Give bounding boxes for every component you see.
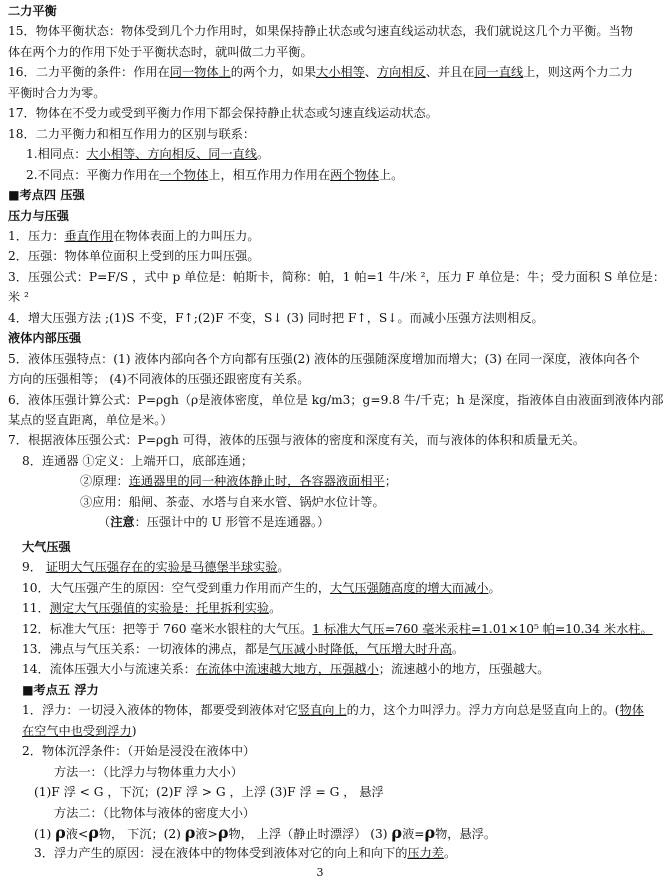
text-run: ρ xyxy=(55,823,66,842)
underlined-text: 物体 xyxy=(619,703,644,718)
text-run: ；流速越小的地方，压强越大。 xyxy=(378,662,550,677)
text-line xyxy=(8,471,632,491)
text-run: 平衡时合力为零。 xyxy=(8,85,106,100)
text-run: 上，相互作用力作用在 xyxy=(208,167,331,182)
text-run: 1．压力： xyxy=(8,228,65,243)
text-run: 。 xyxy=(269,601,282,616)
text-line xyxy=(8,165,632,185)
text-run: 注意 xyxy=(110,515,135,530)
text-run: 11． xyxy=(22,601,50,616)
text-run: 17．物体在不受力或受到平衡力作用下都会保持静止状态或匀速直线运动状态。 xyxy=(8,106,438,121)
text-run: 。 xyxy=(443,846,457,861)
text-run: 5．液体压强特点：(1) 液体内部向各个方向都有压强(2) 液体的压强随深度增加而增大；(3) 在同一深度，液体向各个 xyxy=(8,351,640,366)
text-line xyxy=(8,823,632,843)
text-run: 体在两个力的作用下处于平衡状态时，就叫做二力平衡。 xyxy=(8,44,313,59)
text-run: 9． xyxy=(22,560,46,575)
text-line xyxy=(8,619,653,639)
text-line xyxy=(8,42,632,62)
text-run: ②原理： xyxy=(80,474,129,489)
underlined-text: 同一物体上 xyxy=(169,65,231,80)
underlined-text: 同一直线 xyxy=(474,65,524,80)
text-run: 方法一：（比浮力与物体重力大小） xyxy=(54,764,243,779)
text-run: 物， 下沉；(2) xyxy=(98,827,185,841)
text-run: 15．物体平衡状态：物体受到几个力作用时，如果保持静止状态或匀速直线运动状态，我们就说这几个力平衡。当物 xyxy=(8,24,633,39)
text-run: 某点的竖直距离，单位是米。） xyxy=(8,413,173,427)
text-run: 上，则这两个力二力 xyxy=(523,65,633,80)
text-run: 方向的压强相等； (4)不同液体的压强还跟密度有关系。 xyxy=(8,372,310,387)
text-run: 。 xyxy=(277,560,290,575)
text-line xyxy=(8,226,632,246)
text-line xyxy=(8,144,632,164)
text-line xyxy=(8,206,632,226)
text-run: ρ xyxy=(217,823,229,842)
underlined-text: 气压减小时降低，气压增大时升高 xyxy=(269,641,452,656)
text-run: 2.不同点：平衡力作用在 xyxy=(26,167,160,182)
text-line xyxy=(8,721,632,741)
text-run: 1．浮力：一切浸入液体的物体，都要受到液体对它 xyxy=(22,703,298,718)
text-run: 4．增大压强方法 ;(1)S 不变，F↑;(2)F 不变，S↓ (3) 同时把 F↑，S↓。而减小压强方法则相反。 xyxy=(8,310,544,325)
text-line xyxy=(8,103,632,123)
text-run: 的力，这个力叫浮力。浮力方向总是竖直向上的。( xyxy=(346,703,620,718)
text-run: ③应用：船闸、茶壶、水塔与自来水管、锅炉水位计等。 xyxy=(80,494,385,509)
underlined-text: 方向相反 xyxy=(376,65,426,80)
text-line xyxy=(8,578,632,598)
page-number: 3 xyxy=(316,866,324,879)
text-run: 12．标准大气压：把等于 760 毫米水银柱的大气压。 xyxy=(22,621,313,636)
text-line xyxy=(8,680,632,700)
text-line xyxy=(8,659,632,679)
text-run: 物， 上浮（静止时漂浮） (3) xyxy=(228,827,392,841)
text-run: 的两个力，如果 xyxy=(230,65,317,80)
text-run: 二力平衡 xyxy=(8,4,57,18)
text-line xyxy=(8,369,632,389)
text-line xyxy=(8,83,632,103)
text-line xyxy=(8,62,632,82)
underlined-text: 压力差 xyxy=(407,846,444,861)
text-run: 3．压强公式：P=F/S ，式中 p 单位是：帕斯卡，简称：帕，1 帕=1 牛/米 ²，压力 F 单位是：牛；受力面积 S 单位是： xyxy=(8,269,665,284)
text-line xyxy=(8,843,632,863)
text-run: ) xyxy=(131,723,137,738)
underlined-text: 大小相等、方向相反、同一直线 xyxy=(86,147,258,162)
underlined-text: 大小相等 xyxy=(316,65,365,80)
text-line xyxy=(8,451,632,471)
text-run: 13．沸点与气压关系：一切液体的沸点，都是 xyxy=(22,641,270,656)
text-line xyxy=(8,803,632,823)
text-line xyxy=(8,762,632,782)
text-line xyxy=(8,21,632,41)
underlined-text: 证明大气压强存在的实验是马德堡半球实验 xyxy=(45,560,278,575)
text-run: ■考点四 压强 xyxy=(8,188,85,203)
text-line xyxy=(8,700,644,720)
text-run: 。 xyxy=(488,580,501,595)
underlined-text: 两个物体 xyxy=(330,167,379,182)
text-line xyxy=(8,410,632,430)
text-run: 大气压强 xyxy=(22,539,71,554)
text-run: 液= xyxy=(402,827,425,841)
text-line xyxy=(8,124,632,144)
text-run: 2．压强：物体单位面积上受到的压力叫压强。 xyxy=(8,249,260,264)
underlined-text: 连通器里的同一种液体静止时，各容器液面相平 xyxy=(128,474,385,489)
text-run: ρ xyxy=(88,823,99,842)
text-line xyxy=(8,390,664,410)
text-line xyxy=(8,246,632,266)
text-line xyxy=(8,598,632,618)
text-run: 6．液体压强计算公式：P=ρgh（ρ是液体密度，单位是 kg/m3；g=9.8 牛/千克；h 是深度，指液体自由液面到液体内部 xyxy=(8,392,664,407)
text-line xyxy=(8,308,632,328)
text-run: 上。 xyxy=(378,167,404,182)
text-run: 、并且在 xyxy=(425,65,475,80)
text-line xyxy=(8,287,632,307)
underlined-text: 竖直向上 xyxy=(297,703,347,718)
text-line xyxy=(8,267,665,287)
text-run: (1) xyxy=(34,827,56,841)
text-run: 液> xyxy=(195,827,218,841)
text-run: 7．根据液体压强公式：P=ρgh 可得，液体的压强与液体的密度和深度有关，而与液体的体积和质量无关。 xyxy=(8,433,585,448)
text-run: 2．物体沉浮条件：（开始是浸没在液体中） xyxy=(22,744,256,759)
text-run: 液体内部压强 xyxy=(8,331,82,346)
text-run: ； xyxy=(384,474,397,489)
underlined-text: 测定大气压强值的实验是：托里拆利实验 xyxy=(49,601,270,616)
text-run: (1)F 浮 < G ，下沉；(2)F 浮 > G ，上浮 (3)F 浮 = G ， 悬浮 xyxy=(34,785,384,800)
text-line xyxy=(8,349,640,369)
text-run: 、 xyxy=(364,65,377,80)
text-line xyxy=(8,1,632,21)
text-run: 在物体表面上的力叫压力。 xyxy=(113,228,260,243)
underlined-text: 一个物体 xyxy=(159,167,209,182)
text-line xyxy=(8,537,632,557)
text-run: 液< xyxy=(65,827,89,841)
text-run: 14．流体压强大小与流速关系： xyxy=(22,662,196,677)
text-run: 。 xyxy=(257,147,270,162)
text-line xyxy=(8,512,632,532)
text-run: 16．二力平衡的条件：作用在 xyxy=(8,65,170,80)
text-line xyxy=(8,557,632,577)
text-run: （ xyxy=(98,515,111,530)
text-run: 压力与压强 xyxy=(8,208,69,223)
underlined-text: 在空气中也受到浮力 xyxy=(22,723,132,738)
underlined-text: 大气压强随高度的增大而减小 xyxy=(330,580,489,595)
text-line xyxy=(8,782,632,802)
text-run: ρ xyxy=(424,823,436,842)
text-line xyxy=(8,185,632,205)
text-run: ■考点五 浮力 xyxy=(22,682,99,697)
text-run: ：压强计中的 U 形管不是连通器。） xyxy=(134,515,330,530)
text-line xyxy=(8,328,632,348)
underlined-text: 1 标准大气压=760 毫米汞柱=1.01×10⁵ 帕=10.34 米水柱。 xyxy=(312,621,653,636)
text-line xyxy=(8,430,632,450)
text-run: 1.相同点： xyxy=(26,147,87,162)
text-line xyxy=(8,741,632,761)
text-run: ρ xyxy=(184,823,196,842)
text-run: 。 xyxy=(451,641,465,656)
text-line xyxy=(8,639,632,659)
text-run: 米 ² xyxy=(8,290,29,305)
text-run: 8．连通器 ①定义：上端开口，底部连通； xyxy=(22,453,254,468)
text-run: 10．大气压强产生的原因：空气受到重力作用而产生的， xyxy=(22,580,331,595)
text-run: 物，悬浮。 xyxy=(435,827,497,841)
underlined-text: 垂直作用 xyxy=(64,228,114,243)
text-line xyxy=(8,492,632,512)
underlined-text: 在流体中流速越大地方，压强越小 xyxy=(195,662,379,677)
text-run: ρ xyxy=(391,823,403,842)
text-run: 3．浮力产生的原因：浸在液体中的物体受到液体对它的向上和向下的 xyxy=(34,846,408,861)
text-run: 方法二：（比物体与液体的密度大小） xyxy=(54,805,256,820)
text-run: 18．二力平衡力和相互作用力的区别与联系： xyxy=(8,126,256,141)
